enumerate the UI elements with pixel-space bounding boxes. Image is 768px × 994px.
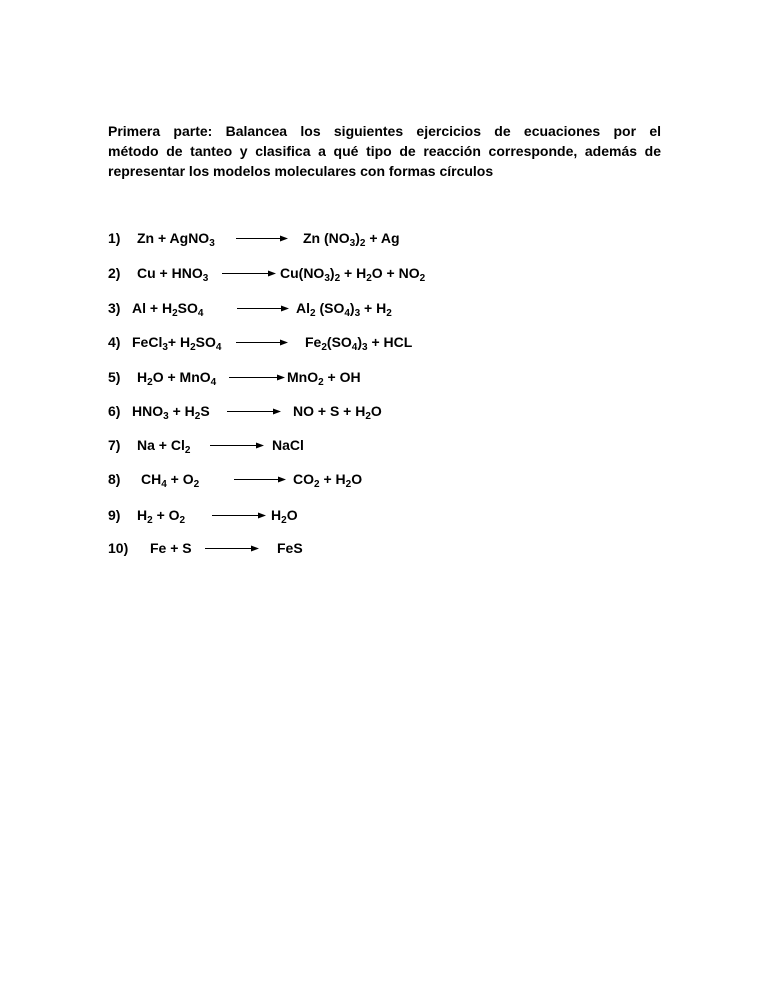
subscript: 4 [161,479,167,490]
formula-text: O [286,507,298,523]
products [305,332,412,352]
reaction-arrow-icon [210,435,264,455]
reaction-arrow-icon [234,469,286,489]
products [271,505,298,525]
instructions-paragraph [108,121,661,181]
reaction-arrow-icon [212,505,266,525]
subscript: 2 [321,342,327,353]
equation-number: 2) [108,265,121,281]
equation-number: 7) [108,437,121,453]
subscript: 3 [162,342,168,353]
equation-row [0,228,768,248]
formula-text: FeS [277,540,303,556]
subscript: 2 [179,515,186,526]
subscript: 2 [419,273,426,284]
formula-text: O [351,471,363,487]
formula-text: ) [357,334,363,350]
subscript: 2 [147,515,153,526]
subscript: 4 [344,308,350,319]
equation-row [0,435,768,455]
subscript: 2 [359,238,366,249]
formula-text: + Ag [365,230,400,246]
subscript: 2 [184,445,191,456]
products [303,228,400,248]
equation-number: 6) [108,403,121,419]
reactants [150,538,192,558]
reactants [137,505,185,525]
products [280,263,425,283]
formula-text: Fe [305,334,322,350]
products [293,401,382,421]
subscript: 2 [318,377,324,388]
subscript: 3 [163,411,169,422]
formula-text: CO [293,471,314,487]
reaction-arrow-icon [227,401,281,421]
formula-text: NaCl [272,437,304,453]
formula-text: Cu + HNO [137,265,203,281]
products [277,538,303,558]
subscript: 3 [349,238,356,249]
products [272,435,304,455]
subscript: 2 [172,308,178,319]
equation-row [0,538,768,558]
reactants [137,228,215,248]
formula-text: H [137,507,148,523]
subscript: 2 [193,479,200,490]
formula-text: FeCl [132,334,163,350]
equation-row [0,263,768,283]
equation-number: 3) [108,300,121,316]
formula-text: ) [349,300,355,316]
subscript: 2 [365,411,371,422]
instructions-line-1: Primera parte: Balancea los siguientes ejercicios de ecuaciones por el [108,123,661,139]
subscript: 2 [366,273,372,284]
formula-text: MnO [287,369,319,385]
products [293,469,362,489]
reactants [137,435,190,455]
formula-text: + H [340,265,367,281]
subscript: 4 [197,308,204,319]
formula-text: Fe + S [150,540,192,556]
formula-text: + HCL [367,334,413,350]
subscript: 4 [215,342,222,353]
formula-text: + H [167,334,191,350]
formula-text: (SO [315,300,345,316]
equation-row [0,469,768,489]
formula-text: SO [195,334,216,350]
subscript: 3 [209,238,215,249]
reactants [132,298,203,318]
subscript: 2 [310,308,316,319]
equation-row [0,367,768,387]
formula-text: + OH [323,369,361,385]
formula-text: S [200,403,210,419]
equation-row [0,401,768,421]
reactants [141,469,199,489]
instructions-line-2: método de tanteo y clasifica a qué tipo de reacción corresponde, además de [108,143,661,159]
subscript: 4 [210,377,217,388]
formula-text: NO + S + H [293,403,366,419]
products [287,367,361,387]
subscript: 4 [351,342,358,353]
reaction-arrow-icon [237,298,289,318]
formula-text: + H [168,403,195,419]
equation-number: 5) [108,369,121,385]
subscript: 3 [362,342,368,353]
subscript: 2 [345,479,352,490]
formula-text: (SO [326,334,352,350]
reactants [132,332,221,352]
formula-text: Cu(NO [280,265,325,281]
equation-number: 9) [108,507,121,523]
formula-text: O + NO [371,265,420,281]
reaction-arrow-icon [229,367,285,387]
subscript: 2 [386,308,392,319]
subscript: 3 [324,273,330,284]
formula-text: Al + H [132,300,173,316]
reaction-arrow-icon [205,538,259,558]
subscript: 2 [334,273,341,284]
reaction-arrow-icon [236,332,288,352]
subscript: 2 [147,377,153,388]
formula-text: Al [296,300,310,316]
formula-text: Zn (NO [303,230,350,246]
equation-number: 1) [108,230,121,246]
instructions-line-3: representar los modelos moleculares con formas círculos [108,163,494,179]
formula-text: + H [360,300,387,316]
subscript: 3 [202,273,209,284]
formula-text: + O [152,507,180,523]
reaction-arrow-icon [222,263,276,283]
equation-row [0,505,768,525]
formula-text: HNO [132,403,164,419]
products [296,298,392,318]
reactants [137,263,208,283]
equation-number: 8) [108,471,121,487]
subscript: 2 [314,479,320,490]
formula-text: + H [319,471,346,487]
equation-row [0,332,768,352]
subscript: 2 [281,515,287,526]
formula-text: O + MnO [152,369,211,385]
subscript: 2 [194,411,201,422]
reactants [132,401,210,421]
formula-text: Zn + AgNO [137,230,210,246]
formula-text: + O [166,471,194,487]
equation-number: 4) [108,334,121,350]
reactants [137,367,216,387]
formula-text: H [271,507,282,523]
subscript: 3 [354,308,361,319]
reaction-arrow-icon [236,228,288,248]
formula-text: ) [329,265,335,281]
formula-text: O [370,403,382,419]
formula-text: SO [177,300,198,316]
formula-text: CH [141,471,162,487]
formula-text: ) [355,230,360,246]
subscript: 2 [190,342,196,353]
formula-text: Na + Cl [137,437,185,453]
equation-row [0,298,768,318]
equation-number: 10) [108,540,129,556]
formula-text: H [137,369,148,385]
